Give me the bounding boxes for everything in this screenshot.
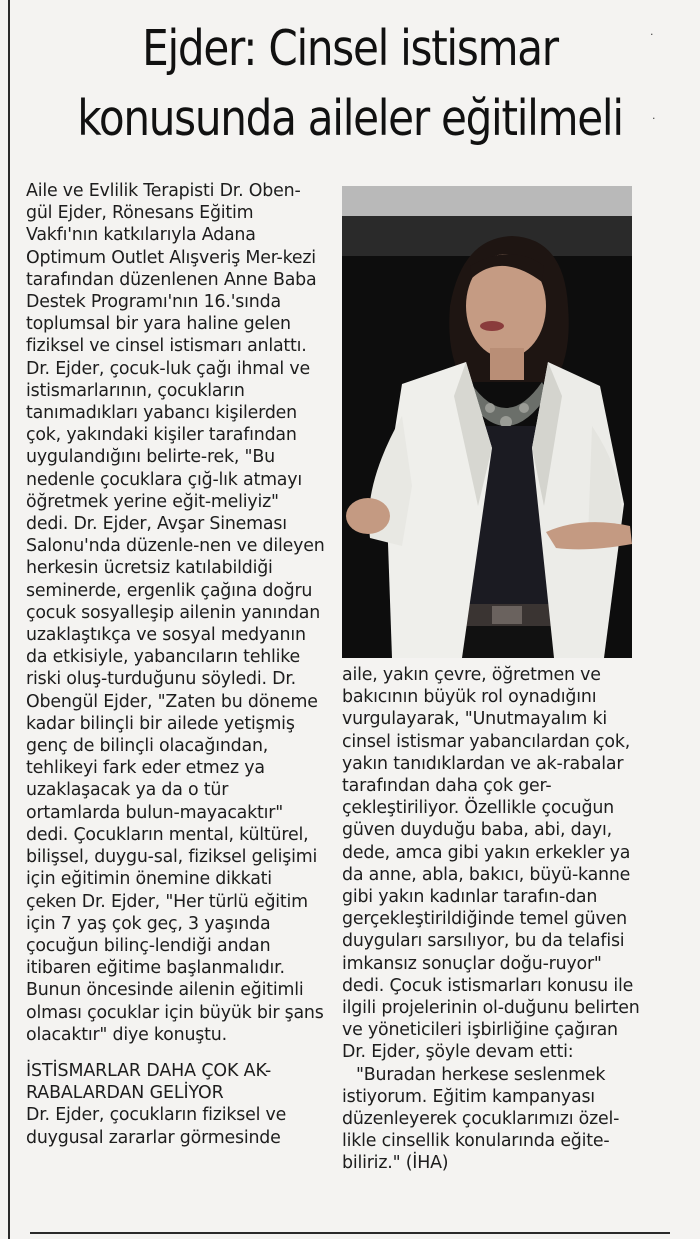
left-column [26, 180, 326, 1149]
edge-mark: · [652, 112, 656, 125]
body-paragraph: aile, yakın çevre, öğretmen ve bakıcının büyük rol oynadığını vurgulayarak, "Unutmayalım ki cinsel istismar yabancılardan çok, yakın tanıdıklardan ve ak-rabalar tarafından daha çok ger-çekleştiriliyor. Özellikle çocuğun güven duyduğu baba, abi, dayı, dede, amca gibi yakın erkekler ya da anne, abla, bakıcı, büyü-kanne gibi yakın kadınlar tarafın-dan gerçekleştirildiğinde temel güven duyguları sarsılıyor, bu da telafisi imkansız sonuçlar doğu-ruyor" dedi. Çocuk istismarları konusu ile ilgili projelerinin ol-duğunu belirten ve yöneticileri işbirliğine çağıran Dr. Ejder, şöyle devam etti: [342, 665, 640, 1063]
left-margin-rule [8, 0, 10, 1239]
headline-line-1: Ejder: Cinsel istismar [142, 20, 558, 77]
section-paragraph: Dr. Ejder, çocukların fiziksel ve duygusal zararlar görmesinde [26, 1105, 287, 1148]
bottom-rule [30, 1232, 670, 1234]
headline [66, 14, 634, 154]
right-column [342, 664, 642, 1175]
body-paragraph: Aile ve Evlilik Terapisti Dr. Oben-gül Ejder, Rönesans Eğitim Vakfı'nın katkılarıyla Adana Optimum Outlet Alışveriş Mer-kezi tarafından düzenlenen Anne Baba Destek Programı'nın 16.'sında toplumsal bir yara haline gelen fiziksel ve cinsel istismarı anlattı. Dr. Ejder, çocuk-luk çağı ihmal ve istismarlarının, çocukların tanımadıkları yabancı kişilerden çok, yakındaki kişiler tarafından uygulandığını belirte-rek, "Bu nedenle çocuklara çığ-lık atmayı öğretmek yerine eğit-meliyiz" dedi. Dr. Ejder, Avşar Sineması Salonu'nda düzenle-nen ve dileyen herkesin ücretsiz katılabildiği seminerde, ergenlik çağına doğru çocuk sosyalleşip ailenin yanından uzaklaştıkça ve sosyal medyanın da etkisiyle, yabancıların tehlike riski oluş-turduğunu söyledi. Dr. Obengül Ejder, "Zaten bu döneme kadar bilinçli bir ailede yetişmiş genç de bilinçli olacağından, tehlikeyi fark eder etmez ya uzaklaşacak ya da o tür ortamlarda bulun-mayacaktır" dedi. Çocukların mental, kültürel, bilişsel, duygu-sal, fiziksel gelişimi için eğitimin önemine dikkati çeken Dr. Ejder, "Her türlü eğitim için 7 yaş çok geç, 3 yaşında çocuğun bilinç-lendiği andan itibaren eğitime başlanmalıdır. Bunun öncesinde ailenin eğitimli olması çocuklar için büyük bir şans olacaktır" diye konuştu. [26, 181, 325, 1045]
quote-paragraph: "Buradan herkese seslenmek istiyorum. Eğitim kampanyası düzenleyerek çocuklarımızı özel-likle cinsellik konularında eğite-biliriz." (İHA) [342, 1064, 620, 1174]
edge-mark: · [650, 28, 654, 41]
article-photo [342, 186, 632, 658]
speaker-photo-illustration [342, 186, 632, 658]
headline-line-2: konusunda aileler eğitilmeli [77, 90, 623, 147]
section-heading: İSTİSMARLAR DAHA ÇOK AK-RABALARDAN GELİYOR [26, 1060, 272, 1104]
